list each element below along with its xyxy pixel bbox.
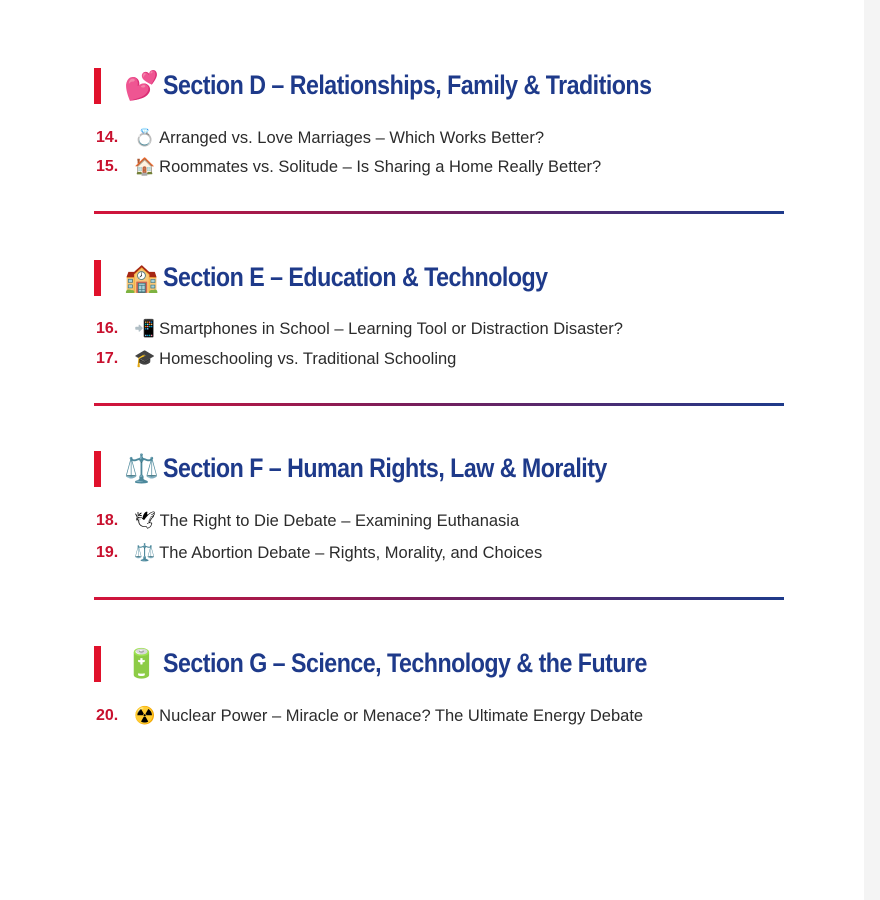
- item-number: 18.: [96, 512, 119, 529]
- section-title: Section D – Relationships, Family & Traditions: [163, 70, 652, 100]
- list-item: [96, 317, 623, 341]
- accent-bar: [94, 68, 101, 104]
- radioactive-icon: ☢️: [134, 706, 156, 725]
- section-divider: [94, 597, 784, 600]
- section-title: Section F – Human Rights, Law & Morality: [163, 453, 607, 483]
- section-divider: [94, 403, 784, 406]
- section-g: [94, 644, 784, 684]
- section-f: [94, 449, 784, 489]
- item-number: 17.: [96, 350, 119, 367]
- mobile-phone-arrow-icon: 📲: [134, 319, 156, 338]
- accent-bar: [94, 451, 101, 487]
- section-title: Section G – Science, Technology & the Future: [163, 648, 647, 678]
- battery-icon: 🔋: [124, 648, 159, 679]
- item-number: 20.: [96, 707, 119, 724]
- balance-scale-icon: ⚖️: [134, 543, 156, 562]
- item-text: Arranged vs. Love Marriages – Which Works Better?: [159, 128, 545, 147]
- section-heading: [94, 66, 784, 106]
- item-number: 16.: [96, 320, 119, 337]
- section-divider: [94, 211, 784, 214]
- section-heading: [94, 449, 784, 489]
- dove-icon: 🕊: [134, 511, 156, 530]
- section-heading: [94, 258, 784, 298]
- balance-scale-icon: ⚖️: [124, 453, 159, 484]
- list-item: [96, 704, 643, 728]
- item-number: 14.: [96, 129, 119, 146]
- section-d: [94, 66, 784, 106]
- section-e: [94, 258, 784, 298]
- item-number: 19.: [96, 544, 119, 561]
- list-item: [96, 347, 456, 371]
- list-item: [96, 126, 544, 150]
- graduation-cap-icon: 🎓: [134, 349, 156, 368]
- list-item: [96, 509, 519, 533]
- item-text: The Right to Die Debate – Examining Euthanasia: [159, 511, 520, 530]
- list-item: [96, 155, 601, 179]
- ring-icon: 💍: [134, 128, 156, 147]
- school-icon: 🏫: [124, 262, 159, 293]
- section-heading: [94, 644, 784, 684]
- list-item: [96, 541, 542, 565]
- accent-bar: [94, 260, 101, 296]
- house-icon: 🏠: [134, 157, 156, 176]
- item-text: The Abortion Debate – Rights, Morality, and Choices: [159, 543, 543, 562]
- accent-bar: [94, 646, 101, 682]
- two-hearts-icon: 💕: [124, 70, 159, 101]
- item-text: Homeschooling vs. Traditional Schooling: [159, 349, 457, 368]
- item-text: Roommates vs. Solitude – Is Sharing a Home Really Better?: [159, 157, 602, 176]
- item-number: 15.: [96, 158, 119, 175]
- item-text: Smartphones in School – Learning Tool or Distraction Disaster?: [159, 319, 623, 338]
- item-text: Nuclear Power – Miracle or Menace? The Ultimate Energy Debate: [159, 706, 644, 725]
- section-title: Section E – Education & Technology: [163, 262, 548, 292]
